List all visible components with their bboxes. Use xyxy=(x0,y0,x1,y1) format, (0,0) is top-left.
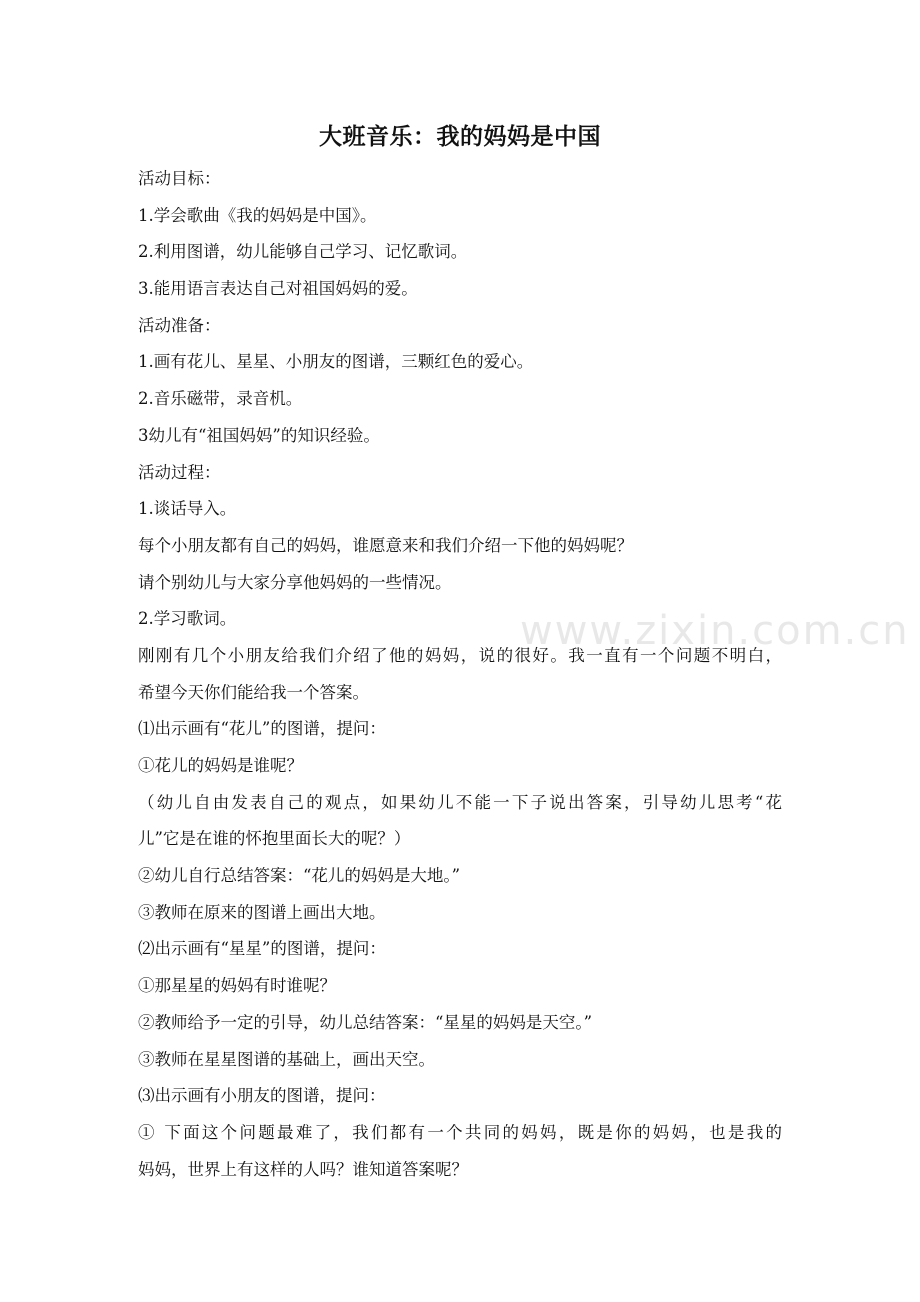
paragraph-line: 每个小朋友都有自己的妈妈，谁愿意来和我们介绍一下他的妈妈呢？ xyxy=(138,535,633,555)
goal-item: 3.能用语言表达自己对祖国妈妈的爱。 xyxy=(138,279,418,299)
question-item: ①花儿的妈妈是谁呢？ xyxy=(138,756,303,775)
paragraph-line: 妈妈，世界上有这样的人吗？谁知道答案呢？ xyxy=(138,1159,468,1179)
question-item: ① 下面这个问题最难了，我们都有一个共同的妈妈，既是你的妈妈，也是我的 xyxy=(138,1122,782,1142)
paragraph-line: 刚刚有几个小朋友给我们介绍了他的妈妈，说的很好。我一直有一个问题不明白， xyxy=(138,645,782,665)
document-body xyxy=(138,161,782,1188)
preparation-item: 1.画有花儿、星星、小朋友的图谱，三颗红色的爱心。 xyxy=(138,352,534,372)
sub-step: ⑶出示画有小朋友的图谱，提问： xyxy=(138,1086,386,1106)
question-item: ③教师在原来的图谱上画出大地。 xyxy=(138,902,386,922)
paragraph-line: 请个别幼儿与大家分享他妈妈的一些情况。 xyxy=(138,572,452,592)
preparation-item: 3幼儿有“祖国妈妈”的知识经验。 xyxy=(138,425,380,445)
section-heading-process: 活动过程： xyxy=(138,462,221,482)
paragraph-line: 希望今天你们能给我一个答案。 xyxy=(138,682,369,702)
watermark-text: www.zixin.com.cn xyxy=(520,608,910,654)
sub-step: ⑵出示画有“星星”的图谱，提问： xyxy=(138,939,386,959)
sub-step: ⑴出示画有“花儿”的图谱，提问： xyxy=(138,719,386,739)
section-heading-goals: 活动目标： xyxy=(138,169,221,188)
document-title: 大班音乐：我的妈妈是中国 xyxy=(319,124,601,150)
goal-item: 2.利用图谱，幼儿能够自己学习、记忆歌词。 xyxy=(138,242,468,262)
paragraph-line: 儿”它是在谁的怀抱里面长大的呢？） xyxy=(138,829,411,849)
section-heading-preparation: 活动准备： xyxy=(138,315,221,335)
question-item: ②幼儿自行总结答案：“花儿的妈妈是大地。” xyxy=(138,866,461,886)
goal-item: 1.学会歌曲《我的妈妈是中国》。 xyxy=(138,205,377,225)
process-step: 1.谈话导入。 xyxy=(138,499,237,519)
preparation-item: 2.音乐磁带，录音机。 xyxy=(138,389,303,409)
paragraph-line: （幼儿自由发表自己的观点，如果幼儿不能一下子说出答案，引导幼儿思考“花 xyxy=(138,792,782,812)
process-step: 2.学习歌词。 xyxy=(138,609,237,629)
question-item: ①那星星的妈妈有时谁呢？ xyxy=(138,976,336,996)
question-item: ③教师在星星图谱的基础上，画出天空。 xyxy=(138,1049,435,1069)
question-item: ②教师给予一定的引导，幼儿总结答案：“星星的妈妈是天空。” xyxy=(138,1012,593,1032)
